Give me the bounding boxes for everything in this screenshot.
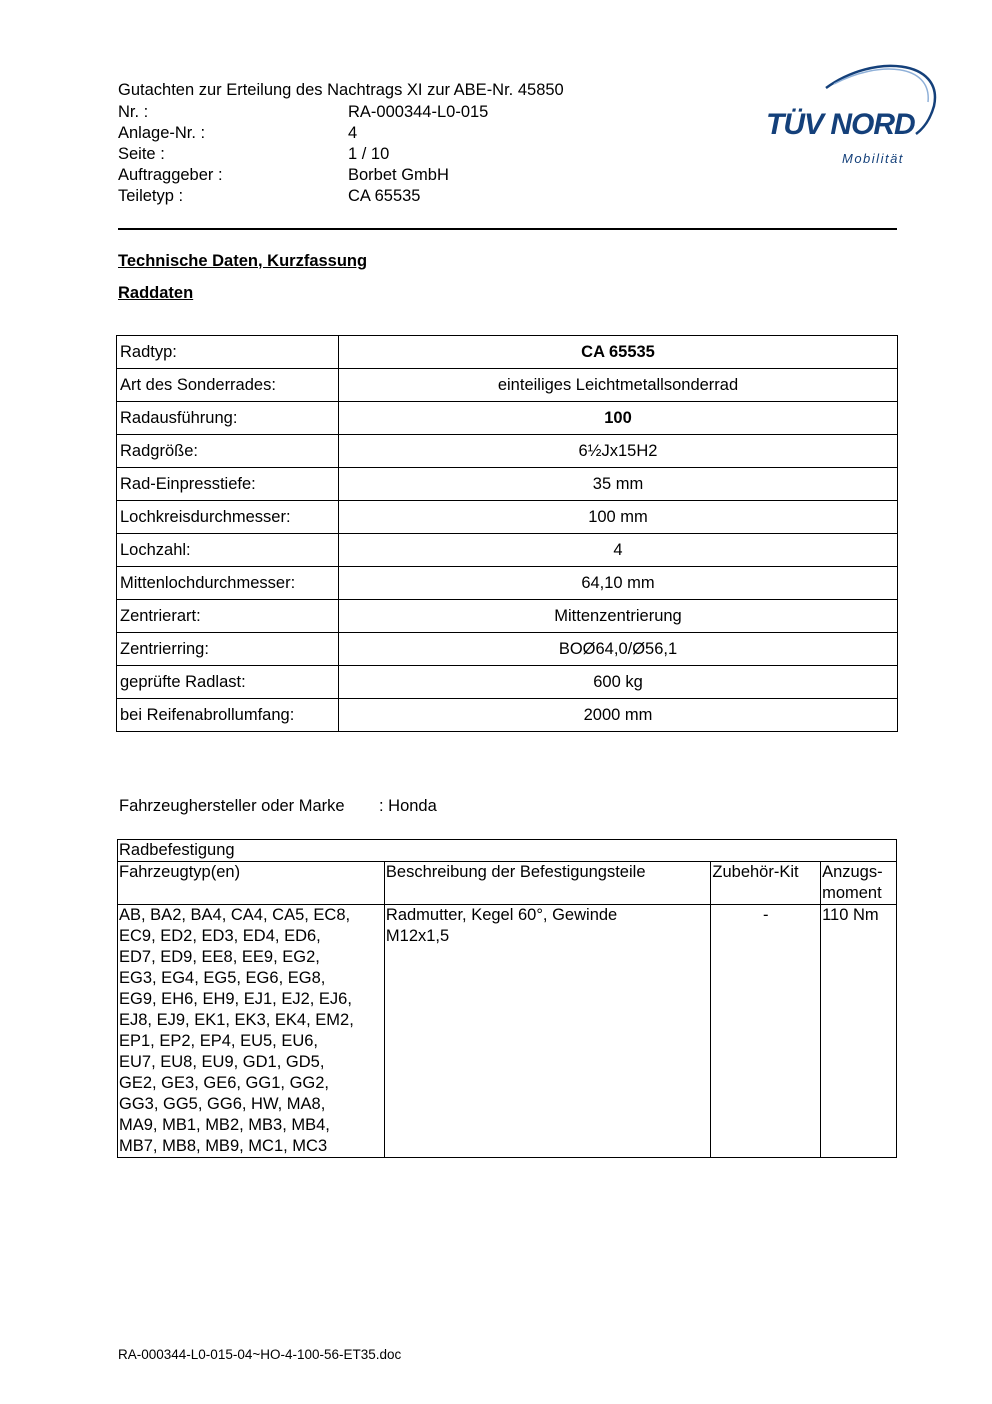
types-line: GE2, GE3, GE6, GG1, GG2, (119, 1074, 329, 1092)
manufacturer-label: Fahrzeughersteller oder Marke (119, 797, 345, 815)
types-line: ED7, ED9, EE8, EE9, EG2, (119, 948, 320, 966)
wheel-value: 600 kg (339, 666, 898, 699)
section-title-wheel: Raddaten (118, 284, 194, 302)
wheel-label: Lochkreisdurchmesser: (117, 501, 339, 534)
wheel-label: Mittenlochdurchmesser: (117, 567, 339, 600)
wheel-value: 6½Jx15H2 (339, 435, 898, 468)
mounting-title: Radbefestigung (118, 840, 897, 862)
types-line: AB, BA2, BA4, CA4, CA5, EC8, (119, 906, 351, 924)
header-row-teiletyp (118, 186, 488, 207)
wheel-label: Art des Sonderrades: (117, 369, 339, 402)
header-info (118, 102, 488, 207)
wheel-value: einteiliges Leichtmetallsonderrad (339, 369, 898, 402)
table-row (117, 369, 898, 402)
wheel-label: Radtyp: (117, 336, 339, 369)
header-label: Auftraggeber : (118, 166, 223, 184)
table-row (117, 468, 898, 501)
types-line: EJ8, EJ9, EK1, EK3, EK4, EM2, (119, 1011, 354, 1029)
wheel-value: 2000 mm (339, 699, 898, 732)
types-line: EP1, EP2, EP4, EU5, EU6, (119, 1032, 319, 1050)
header-label: Seite : (118, 145, 165, 163)
table-row (117, 402, 898, 435)
table-row (117, 336, 898, 369)
torque-header-line: Anzugs- (822, 863, 883, 881)
wheel-value: 100 (339, 402, 898, 435)
types-line: GG3, GG5, GG6, HW, MA8, (119, 1095, 326, 1113)
table-row (117, 567, 898, 600)
report-title: Gutachten zur Erteilung des Nachtrags XI zur ABE-Nr. 45850 (118, 81, 564, 99)
column-header-torque (821, 862, 897, 905)
wheel-value: CA 65535 (339, 336, 898, 369)
wheel-value: BOØ64,0/Ø56,1 (339, 633, 898, 666)
column-header-description: Beschreibung der Befestigungsteile (384, 862, 710, 905)
footer-filename: RA-000344-L0-015-04~HO-4-100-56-ET35.doc (118, 1347, 402, 1362)
types-line: EU7, EU8, EU9, GD1, GD5, (119, 1053, 325, 1071)
mounting-table (117, 839, 897, 1158)
header-label: Nr. : (118, 103, 149, 121)
column-header-kit: Zubehör-Kit (711, 862, 821, 905)
logo-wordmark: TÜV NORD (766, 108, 915, 141)
types-line: MB7, MB8, MB9, MC1, MC3 (119, 1137, 328, 1155)
table-row (117, 534, 898, 567)
kit-cell: - (711, 905, 821, 1158)
wheel-label: Lochzahl: (117, 534, 339, 567)
header-label: Teiletyp : (118, 187, 184, 205)
section-title-technical: Technische Daten, Kurzfassung (118, 252, 368, 270)
wheel-label: Zentrierart: (117, 600, 339, 633)
table-header-row (118, 862, 897, 905)
header-row-seite (118, 144, 488, 165)
description-cell (384, 905, 710, 1158)
description-line: M12x1,5 (385, 927, 450, 945)
table-row (117, 501, 898, 534)
header-row-nr (118, 102, 488, 123)
table-row (117, 435, 898, 468)
header-value: 4 (348, 124, 358, 142)
types-line: EG3, EG4, EG5, EG6, EG8, (119, 969, 326, 987)
header-row-anlage (118, 123, 488, 144)
wheel-value: 64,10 mm (339, 567, 898, 600)
wheel-value: 35 mm (339, 468, 898, 501)
header-value: 1 / 10 (348, 145, 390, 163)
table-row (118, 905, 897, 1158)
wheel-label: Rad-Einpresstiefe: (117, 468, 339, 501)
vehicle-manufacturer (119, 797, 437, 816)
wheel-data-table (116, 335, 898, 732)
tuv-nord-logo (764, 58, 944, 173)
header-value: RA-000344-L0-015 (348, 103, 489, 121)
header-label: Anlage-Nr. : (118, 124, 206, 142)
types-line: EG9, EH6, EH9, EJ1, EJ2, EJ6, (119, 990, 352, 1008)
vehicle-types-cell (118, 905, 385, 1158)
column-header-types: Fahrzeugtyp(en) (118, 862, 385, 905)
wheel-value: 4 (339, 534, 898, 567)
wheel-label: Zentrierring: (117, 633, 339, 666)
wheel-label: geprüfte Radlast: (117, 666, 339, 699)
header-value: CA 65535 (348, 187, 421, 205)
wheel-label: Radgröße: (117, 435, 339, 468)
types-line: MA9, MB1, MB2, MB3, MB4, (119, 1116, 330, 1134)
header-divider (118, 228, 897, 230)
wheel-value: 100 mm (339, 501, 898, 534)
types-line: EC9, ED2, ED3, ED4, ED6, (119, 927, 321, 945)
table-row (117, 666, 898, 699)
manufacturer-value: : Honda (379, 797, 437, 815)
table-row (118, 840, 897, 862)
table-row (117, 699, 898, 732)
wheel-value: Mittenzentrierung (339, 600, 898, 633)
header-value: Borbet GmbH (348, 166, 449, 184)
wheel-label: Radausführung: (117, 402, 339, 435)
logo-subtitle: Mobilität (842, 151, 904, 166)
description-line: Radmutter, Kegel 60°, Gewinde (385, 906, 618, 924)
torque-header-line: moment (822, 884, 882, 902)
torque-cell: 110 Nm (821, 905, 897, 1158)
header-row-auftraggeber (118, 165, 488, 186)
wheel-label: bei Reifenabrollumfang: (117, 699, 339, 732)
table-row (117, 633, 898, 666)
table-row (117, 600, 898, 633)
